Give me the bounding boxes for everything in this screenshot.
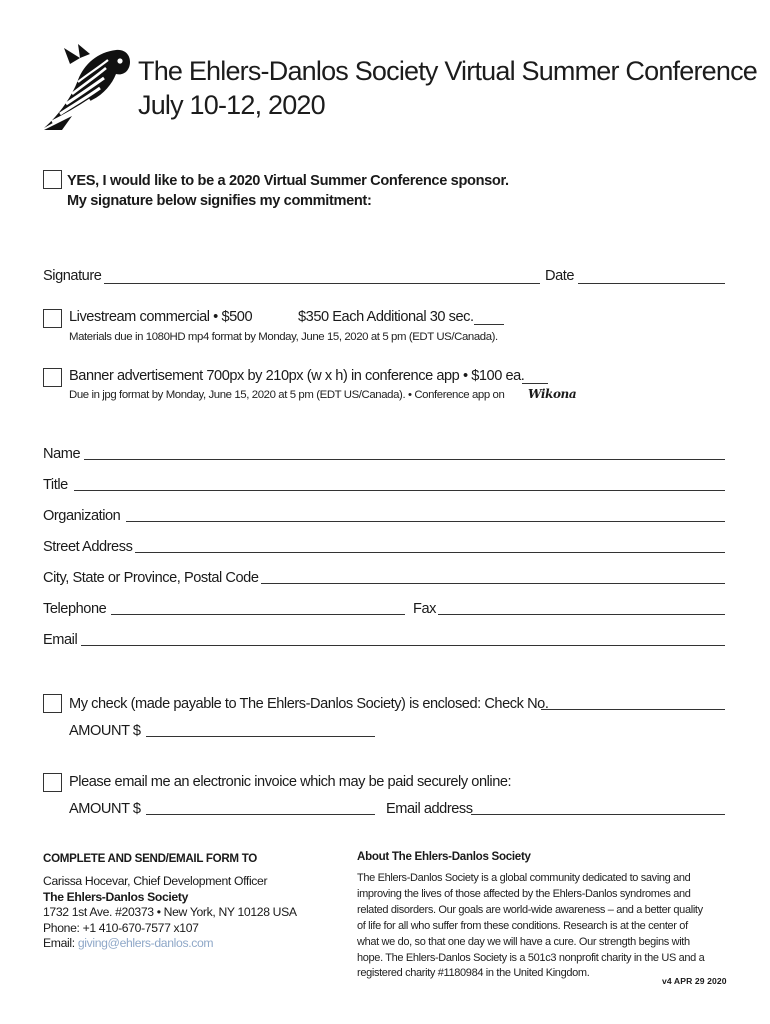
contact-phone: Phone: +1 410-670-7577 x107: [43, 920, 199, 935]
check-number-field[interactable]: [541, 709, 725, 710]
banner-note: Due in jpg format by Monday, June 15, 2020 at 5 pm (EDT US/Canada). • Conference app on: [69, 389, 505, 401]
sponsor-commitment-line1: YES, I would like to be a 2020 Virtual Summer Conference sponsor.: [67, 173, 509, 189]
email-invoice-checkbox[interactable]: [43, 773, 62, 792]
send-to-heading: COMPLETE AND SEND/EMAIL FORM TO: [43, 852, 257, 865]
conference-dates: July 10-12, 2020: [138, 90, 325, 120]
check-enclosed-label: My check (made payable to The Ehlers-Danlos Society) is enclosed: Check No.: [69, 696, 549, 712]
fax-label: Fax: [413, 601, 436, 617]
livestream-additional-label: $350 Each Additional 30 sec.: [298, 309, 474, 325]
signature-field[interactable]: [104, 283, 540, 284]
about-line: what we do, so that one day we will have a cure. Our strength begins with: [357, 935, 690, 948]
sponsor-checkbox[interactable]: [43, 170, 62, 189]
banner-checkbox[interactable]: [43, 368, 62, 387]
contact-person: Carissa Hocevar, Chief Development Officer: [43, 874, 268, 888]
contact-address: 1732 1st Ave. #20373 • New York, NY 10128 USA: [43, 905, 297, 920]
invoice-email-field[interactable]: [471, 814, 725, 815]
sponsor-commitment-line2: My signature below signifies my commitment:: [67, 193, 372, 209]
contact-email-link[interactable]: giving@ehlers-danlos.com: [77, 936, 214, 951]
signature-label: Signature: [43, 268, 102, 284]
invoice-amount-field[interactable]: [146, 814, 375, 815]
telephone-field[interactable]: [111, 614, 405, 615]
page-title: The Ehlers-Danlos Society Virtual Summer Conference: [138, 56, 757, 86]
email-invoice-label: Please email me an electronic invoice which may be paid securely online:: [69, 774, 512, 790]
title-label: Title: [43, 477, 68, 493]
email-label: Email: [43, 632, 78, 648]
organization-field[interactable]: [126, 521, 725, 522]
street-address-field[interactable]: [135, 552, 725, 553]
street-address-label: Street Address: [43, 539, 133, 555]
about-heading: About The Ehlers-Danlos Society: [357, 850, 531, 863]
about-line: related disorders. Our goals are world-wide awareness – and a better quality: [357, 903, 703, 916]
livestream-note: Materials due in 1080HD mp4 format by Monday, June 15, 2020 at 5 pm (EDT US/Canada).: [69, 331, 498, 343]
about-line: improving the lives of those affected by the Ehlers-Danlos syndromes and: [357, 887, 691, 900]
banner-qty-field[interactable]: [522, 383, 548, 384]
livestream-additional-qty-field[interactable]: [474, 324, 504, 325]
invoice-amount-label: AMOUNT $: [69, 801, 141, 817]
email-field[interactable]: [81, 645, 725, 646]
contact-email-prefix: Email:: [43, 936, 78, 951]
telephone-label: Telephone: [43, 601, 107, 617]
banner-label: Banner advertisement 700px by 210px (w x h) in conference app • $100 ea.: [69, 368, 525, 384]
name-label: Name: [43, 446, 81, 462]
contact-email-line: [43, 936, 297, 952]
title-field[interactable]: [74, 490, 725, 491]
livestream-checkbox[interactable]: [43, 309, 62, 328]
wikona-logo: Wikona: [528, 387, 577, 401]
about-text: [357, 871, 729, 982]
about-line: hope. The Ehlers-Danlos Society is a 501c3 nonprofit charity in the US and a: [357, 951, 705, 964]
about-line: The Ehlers-Danlos Society is a global community dedicated to saving and: [357, 872, 691, 884]
livestream-label: Livestream commercial • $500: [69, 309, 253, 325]
fax-field[interactable]: [438, 614, 725, 615]
about-line: registered charity #1180984 in the United Kingdom.: [357, 967, 590, 980]
version-stamp: v4 APR 29 2020: [662, 976, 727, 986]
city-label: City, State or Province, Postal Code: [43, 570, 259, 586]
contact-org: The Ehlers-Danlos Society: [43, 889, 188, 904]
check-amount-field[interactable]: [146, 736, 375, 737]
zebra-logo-icon: [42, 44, 134, 130]
organization-label: Organization: [43, 508, 121, 524]
name-field[interactable]: [84, 459, 725, 460]
about-line: of life for all who suffer from these conditions. Research is at the center of: [357, 919, 688, 932]
city-field[interactable]: [261, 583, 725, 584]
check-enclosed-checkbox[interactable]: [43, 694, 62, 713]
date-field[interactable]: [578, 283, 725, 284]
invoice-email-label: Email address: [386, 801, 473, 817]
date-label: Date: [545, 268, 575, 284]
send-to-block: [43, 874, 297, 952]
check-amount-label: AMOUNT $: [69, 723, 141, 739]
